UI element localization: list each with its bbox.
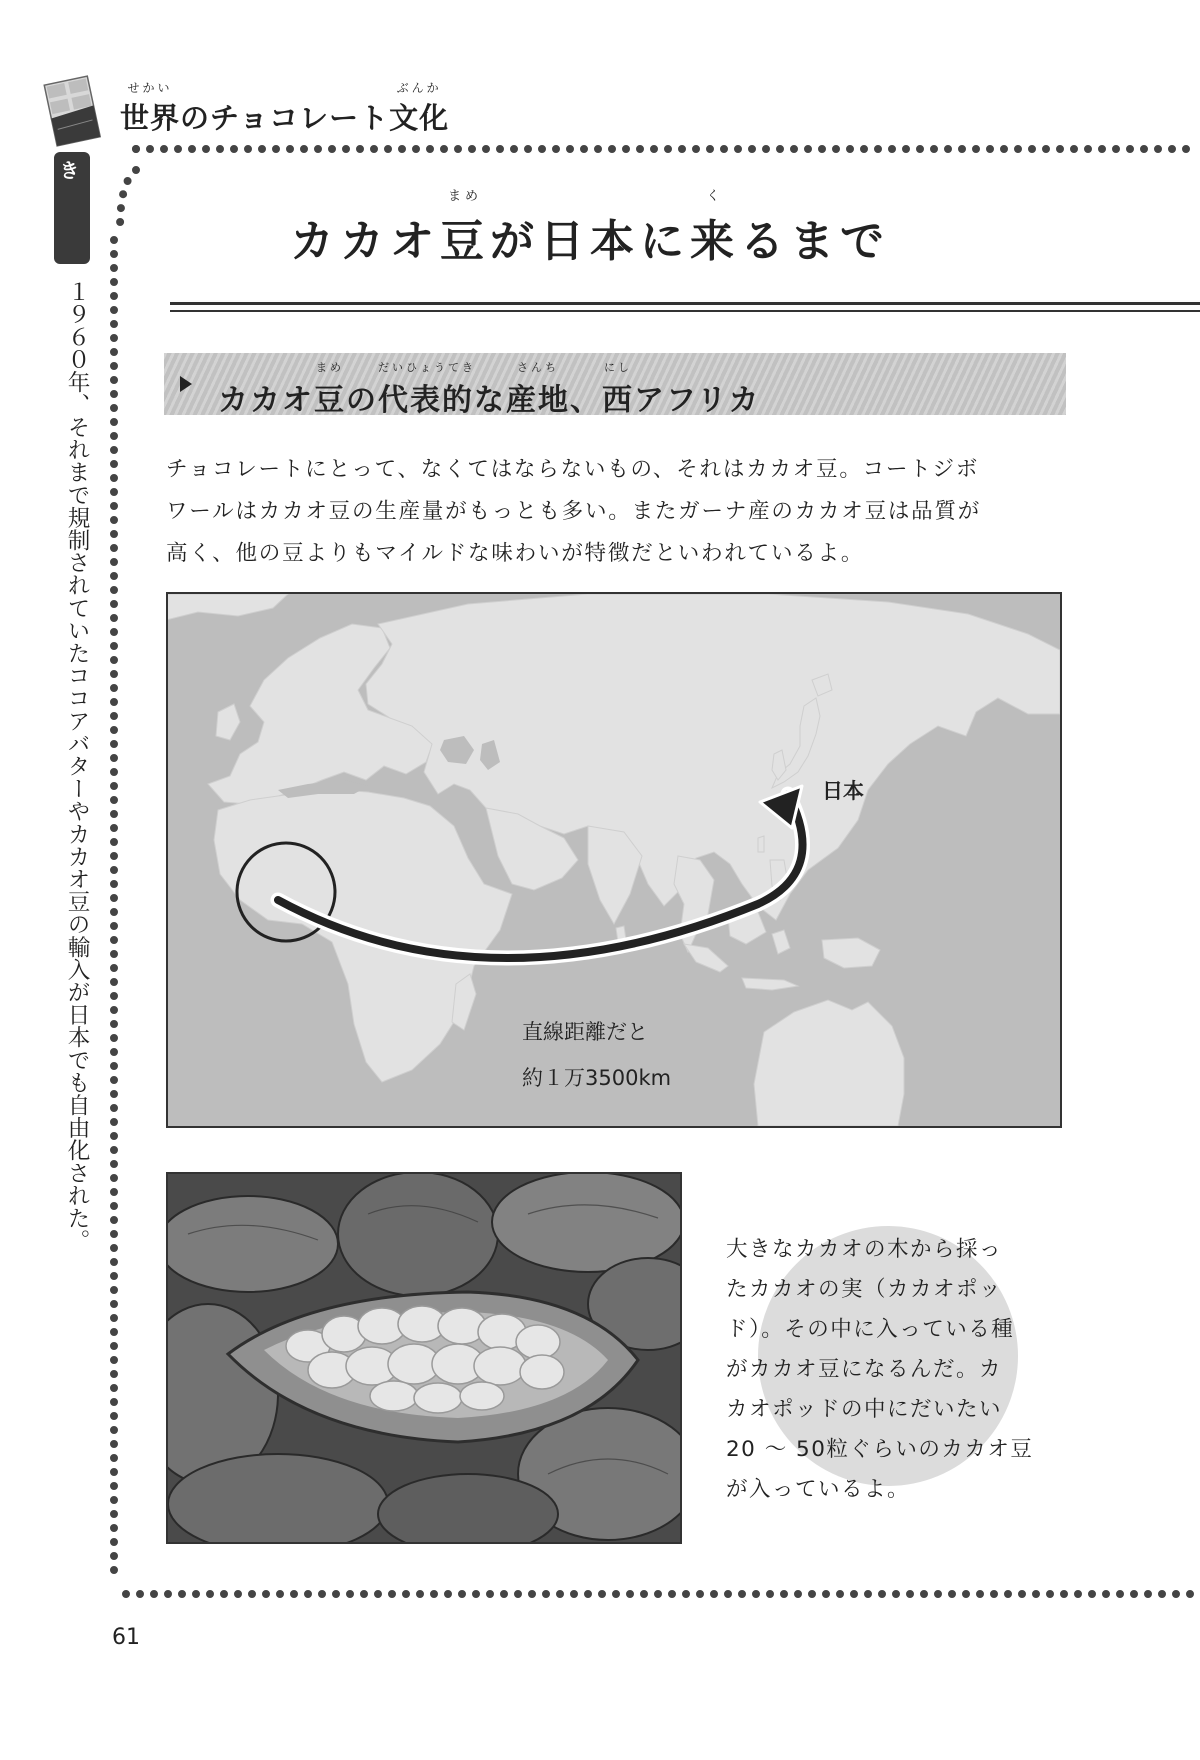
caption-line-6: 20 ～ 50粒ぐらいのカカオ豆 <box>726 1437 1034 1462</box>
caption-line-1: 大きなカカオの木から採っ <box>726 1237 1003 1262</box>
page-title: カカオ まめ 豆が日本に く 来るまで <box>290 189 890 267</box>
tip-badge: まめちしき <box>54 152 90 264</box>
distance-label-line-1: 直線距離だと <box>522 1020 648 1044</box>
japan-label: 日本 <box>822 779 864 803</box>
chocolate-bar-icon <box>42 70 102 148</box>
caption-line-2: たカカオの実（カカオポッ <box>726 1277 1003 1302</box>
page-number: 61 <box>112 1625 140 1650</box>
cacao-pod-photo <box>166 1172 682 1544</box>
intro-line-1: チョコレートにとって、なくてはならないもの、それはカカオ豆。コートジボ <box>166 457 980 482</box>
caption-line-5: カオポッドの中にだいたい <box>726 1397 1003 1422</box>
world-map <box>166 592 1062 1128</box>
intro-line-2: ワールはカカオ豆の生産量がもっとも多い。またガーナ産のカカオ豆は品質が <box>166 499 982 524</box>
title-rule-thin <box>170 310 1200 312</box>
intro-line-3: 高く、他の豆よりもマイルドな味わいが特徴だといわれているよ。 <box>166 541 865 566</box>
title-rule <box>170 302 1200 305</box>
section-heading: カカオ まめ 豆の だいひょうてき 代表的な さんち 産地、 にし 西アフリカ <box>218 361 761 418</box>
caption-line-3: ド）。その中に入っている種 <box>726 1317 1015 1342</box>
caption-line-4: がカカオ豆になるんだ。カ <box>726 1357 1003 1382</box>
triangle-bullet-icon <box>180 376 192 392</box>
tip-text: １９６０年、それまで規制されていたココアバターやカカオ豆の輸入が日本でも自由化された。 <box>64 280 90 1252</box>
chapter-title: せかい 世界のチョコレート ぶんか 文化 <box>120 81 450 135</box>
caption-line-7: が入っているよ。 <box>726 1477 911 1502</box>
distance-label-line-2: 約１万3500km <box>522 1066 672 1090</box>
